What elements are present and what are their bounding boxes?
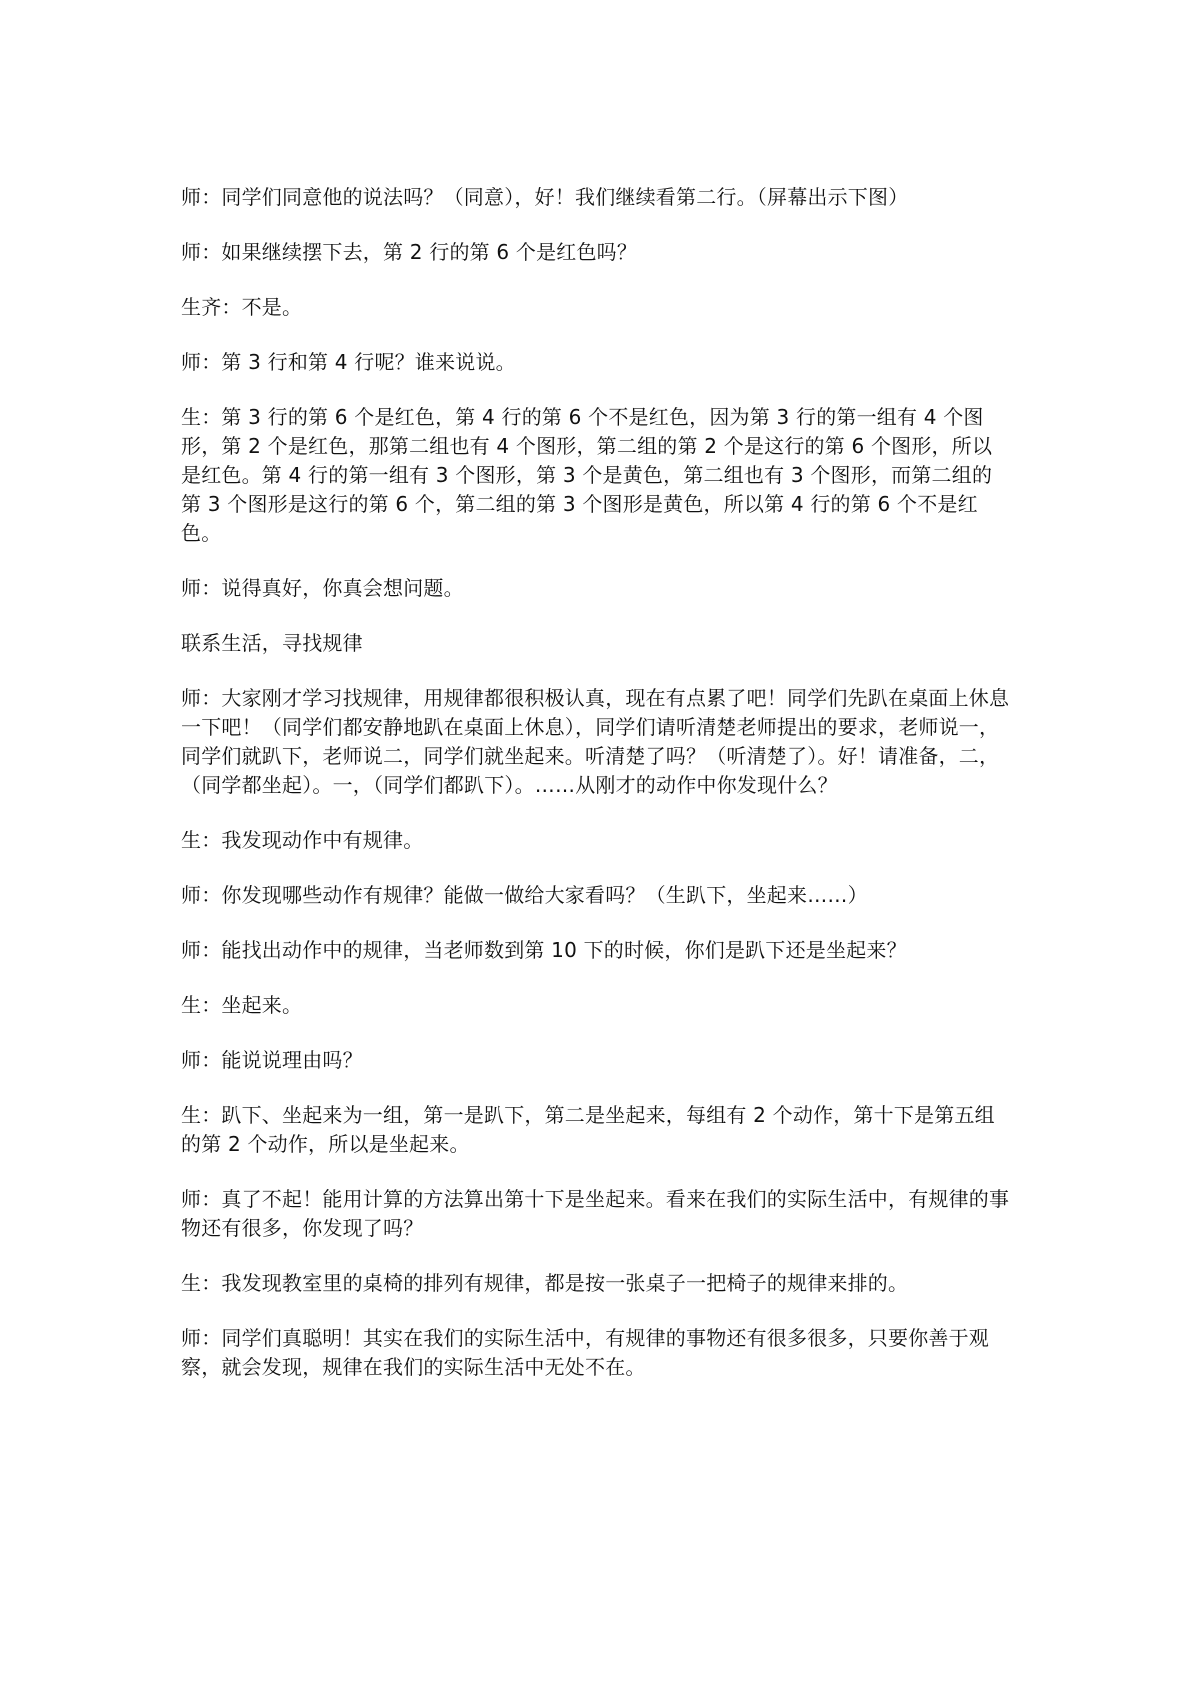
paragraph-14: 生：趴下、坐起来为一组，第一是趴下，第二是坐起来，每组有 2 个动作，第十下是第五组的第 2 个动作，所以是坐起来。 [181,1103,995,1156]
paragraph-11: 师：能找出动作中的规律，当老师数到第 10 下的时候，你们是趴下还是坐起来？ [181,938,907,962]
paragraph-4: 师：第 3 行和第 4 行呢？谁来说说。 [181,350,516,374]
section-heading: 联系生活，寻找规律 [181,631,363,655]
paragraph-9: 生：我发现动作中有规律。 [181,828,424,852]
paragraph-16: 生：我发现教室里的桌椅的排列有规律，都是按一张桌子一把椅子的规律来排的。 [181,1271,909,1295]
paragraph-5: 生：第 3 行的第 6 个是红色，第 4 行的第 6 个不是红色，因为第 3 行的第一组有 4 个图形，第 2 个是红色，那第二组也有 4 个图形，第二组的第 2 个是这行的第 6 个图形，所以是红色。第 4 行的第一组有 3 个图形，第 3 个是黄色，第二组也有 3 个图形，而第二组的第 3 个图形是这行的第 6 个，第二组的第 3 个图形是黄色，所以第 4 行的第 6 个不是红色。 [181,405,993,545]
paragraph-1: 师：同学们同意他的说法吗？（同意），好！我们继续看第二行。（屏幕出示下图） [181,185,909,209]
paragraph-12: 生：坐起来。 [181,993,303,1017]
paragraph-2: 师：如果继续摆下去，第 2 行的第 6 个是红色吗？ [181,240,638,264]
paragraph-6: 师：说得真好，你真会想问题。 [181,576,464,600]
paragraph-3: 生齐：不是。 [181,295,303,319]
document-body [181,183,1011,1408]
paragraph-8: 师：大家刚才学习找规律，用规律都很积极认真，现在有点累了吧！同学们先趴在桌面上休息一下吧！（同学们都安静地趴在桌面上休息），同学们请听清楚老师提出的要求，老师说一，同学们就趴下，老师说二，同学们就坐起来。听清楚了吗？（听清楚了）。好！请准备，二，（同学都坐起）。一，（同学们都趴下）。……从刚才的动作中你发现什么？ [181,686,1010,797]
paragraph-15: 师：真了不起！能用计算的方法算出第十下是坐起来。看来在我们的实际生活中，有规律的事物还有很多，你发现了吗？ [181,1187,1010,1240]
paragraph-10: 师：你发现哪些动作有规律？能做一做给大家看吗？（生趴下，坐起来……） [181,883,868,907]
paragraph-17: 师：同学们真聪明！其实在我们的实际生活中，有规律的事物还有很多很多，只要你善于观察，就会发现，规律在我们的实际生活中无处不在。 [181,1326,989,1379]
paragraph-13: 师：能说说理由吗？ [181,1048,363,1072]
